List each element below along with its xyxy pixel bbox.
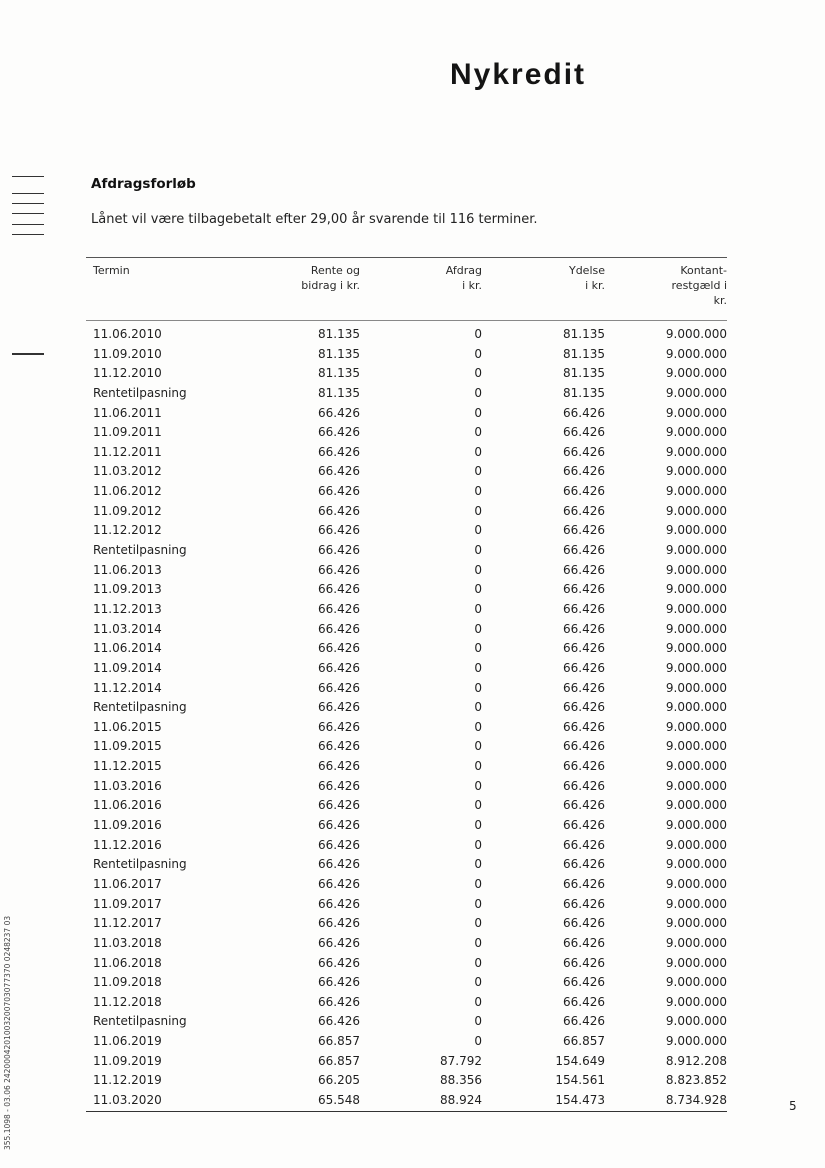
cell-afdrag: 0 [474,562,482,577]
cell-ydelse: 154.473 [555,1092,605,1107]
table-row [86,620,727,640]
cell-termin: Rentetilpasning [93,857,187,872]
table-row [86,836,727,856]
cell-termin: 11.12.2014 [93,680,162,695]
cell-rente: 66.426 [318,994,360,1009]
table-row [86,973,727,993]
cell-rente: 66.426 [318,601,360,616]
cell-afdrag: 0 [474,975,482,990]
cell-termin: 11.09.2015 [93,739,162,754]
cell-restgaeld: 9.000.000 [665,523,727,538]
table-row [86,521,727,541]
cell-rente: 66.426 [318,955,360,970]
table-row [86,443,727,463]
cell-termin: 11.09.2018 [93,975,162,990]
table-row [86,679,727,699]
cell-rente: 81.135 [318,366,360,381]
cell-ydelse: 66.426 [563,876,605,891]
cell-termin: 11.03.2018 [93,935,162,950]
cell-afdrag: 88.924 [440,1092,482,1107]
cell-rente: 66.426 [318,739,360,754]
cell-afdrag: 0 [474,385,482,400]
cell-termin: 11.06.2015 [93,719,162,734]
cell-ydelse: 66.426 [563,719,605,734]
cell-afdrag: 0 [474,916,482,931]
cell-afdrag: 0 [474,621,482,636]
cell-ydelse: 66.426 [563,994,605,1009]
cell-afdrag: 0 [474,523,482,538]
cell-afdrag: 87.792 [440,1053,482,1068]
table-row [86,580,727,600]
cell-restgaeld: 9.000.000 [665,955,727,970]
cell-ydelse: 66.426 [563,601,605,616]
margin-mark [12,203,44,204]
cell-afdrag: 0 [474,346,482,361]
cell-ydelse: 81.135 [563,366,605,381]
cell-termin: 11.03.2014 [93,621,162,636]
section-heading: Afdragsforløb [91,176,196,192]
cell-ydelse: 66.426 [563,523,605,538]
cell-rente: 66.426 [318,680,360,695]
cell-restgaeld: 9.000.000 [665,444,727,459]
cell-afdrag: 0 [474,543,482,558]
cell-termin: 11.12.2017 [93,916,162,931]
cell-rente: 66.426 [318,857,360,872]
table-row [86,1071,727,1091]
cell-restgaeld: 9.000.000 [665,621,727,636]
cell-ydelse: 66.426 [563,484,605,499]
nykredit-logo: Nykredit [450,58,587,91]
cell-afdrag: 0 [474,739,482,754]
cell-termin: 11.06.2010 [93,327,162,341]
cell-afdrag: 0 [474,484,482,499]
intro-text: Lånet vil være tilbagebetalt efter 29,00 år svarende til 116 terminer. [91,212,538,227]
cell-afdrag: 0 [474,1014,482,1029]
cell-rente: 66.426 [318,523,360,538]
cell-restgaeld: 9.000.000 [665,896,727,911]
table-row [86,934,727,954]
cell-restgaeld: 9.000.000 [665,837,727,852]
table-row [86,1012,727,1032]
cell-afdrag: 0 [474,857,482,872]
table-row [86,816,727,836]
cell-rente: 66.426 [318,425,360,440]
cell-ydelse: 66.426 [563,503,605,518]
table-row [86,600,727,620]
cell-ydelse: 66.426 [563,778,605,793]
table-row [86,364,727,384]
cell-afdrag: 0 [474,778,482,793]
cell-restgaeld: 9.000.000 [665,818,727,833]
cell-termin: 11.12.2012 [93,523,162,538]
table-row [86,855,727,875]
cell-termin: 11.09.2017 [93,896,162,911]
cell-rente: 66.426 [318,1014,360,1029]
table-row [86,423,727,443]
table-row [86,895,727,915]
cell-rente: 66.857 [318,1034,360,1049]
cell-termin: 11.06.2018 [93,955,162,970]
cell-rente: 66.426 [318,444,360,459]
margin-mark [12,176,44,177]
cell-termin: 11.03.2020 [93,1092,162,1107]
table-row [86,698,727,718]
cell-termin: Rentetilpasning [93,543,187,558]
cell-ydelse: 66.426 [563,975,605,990]
cell-termin: Rentetilpasning [93,700,187,715]
cell-afdrag: 0 [474,582,482,597]
cell-restgaeld: 9.000.000 [665,660,727,675]
cell-termin: 11.09.2014 [93,660,162,675]
cell-ydelse: 66.426 [563,621,605,636]
margin-mark [12,234,44,235]
table-row [86,757,727,777]
cell-rente: 81.135 [318,346,360,361]
cell-restgaeld: 9.000.000 [665,366,727,381]
cell-afdrag: 0 [474,955,482,970]
cell-restgaeld: 9.000.000 [665,916,727,931]
cell-termin: 11.12.2010 [93,366,162,381]
cell-rente: 66.426 [318,778,360,793]
cell-rente: 66.426 [318,876,360,891]
cell-rente: 66.426 [318,798,360,813]
cell-rente: 66.426 [318,935,360,950]
cell-ydelse: 81.135 [563,327,605,341]
cell-rente: 66.426 [318,484,360,499]
table-row [86,502,727,522]
cell-rente: 65.548 [318,1092,360,1107]
cell-rente: 66.426 [318,503,360,518]
table-row [86,914,727,934]
cell-rente: 66.426 [318,818,360,833]
cell-afdrag: 0 [474,798,482,813]
cell-afdrag: 0 [474,366,482,381]
cell-afdrag: 88.356 [440,1073,482,1088]
table-row [86,993,727,1013]
cell-termin: 11.09.2010 [93,346,162,361]
cell-afdrag: 0 [474,818,482,833]
table-row [86,875,727,895]
margin-mark [12,224,44,225]
cell-restgaeld: 9.000.000 [665,385,727,400]
cell-restgaeld: 9.000.000 [665,994,727,1009]
cell-restgaeld: 9.000.000 [665,503,727,518]
margin-mark [12,213,44,214]
table-row [86,541,727,561]
table-row [86,639,727,659]
table-row [86,384,727,404]
cell-ydelse: 66.857 [563,1034,605,1049]
table-row [86,561,727,581]
cell-afdrag: 0 [474,405,482,420]
cell-rente: 66.426 [318,719,360,734]
cell-restgaeld: 9.000.000 [665,543,727,558]
cell-termin: 11.03.2012 [93,464,162,479]
cell-restgaeld: 9.000.000 [665,778,727,793]
cell-restgaeld: 9.000.000 [665,759,727,774]
cell-termin: 11.06.2017 [93,876,162,891]
cell-restgaeld: 9.000.000 [665,464,727,479]
cell-ydelse: 66.426 [563,916,605,931]
cell-termin: Rentetilpasning [93,1014,187,1029]
cell-afdrag: 0 [474,759,482,774]
header-afdrag: Afdrag i kr. [445,264,482,292]
cell-rente: 66.426 [318,641,360,656]
cell-ydelse: 154.561 [555,1073,605,1088]
cell-termin: 11.06.2019 [93,1034,162,1049]
cell-afdrag: 0 [474,425,482,440]
cell-rente: 66.426 [318,759,360,774]
cell-termin: 11.12.2019 [93,1073,162,1088]
cell-termin: 11.09.2011 [93,425,162,440]
cell-afdrag: 0 [474,837,482,852]
cell-rente: 81.135 [318,327,360,341]
header-termin: Termin [93,264,130,277]
cell-rente: 66.426 [318,700,360,715]
cell-restgaeld: 9.000.000 [665,327,727,341]
cell-restgaeld: 9.000.000 [665,680,727,695]
cell-restgaeld: 9.000.000 [665,641,727,656]
cell-ydelse: 66.426 [563,405,605,420]
cell-afdrag: 0 [474,444,482,459]
cell-rente: 66.426 [318,562,360,577]
cell-afdrag: 0 [474,1034,482,1049]
cell-restgaeld: 9.000.000 [665,975,727,990]
cell-rente: 66.426 [318,543,360,558]
cell-rente: 66.857 [318,1053,360,1068]
cell-restgaeld: 9.000.000 [665,700,727,715]
cell-rente: 66.426 [318,621,360,636]
cell-termin: 11.06.2012 [93,484,162,499]
header-restgaeld: Kontant- restgæld i kr. [671,264,727,307]
cell-ydelse: 66.426 [563,759,605,774]
cell-rente: 66.205 [318,1073,360,1088]
cell-afdrag: 0 [474,327,482,341]
cell-afdrag: 0 [474,660,482,675]
cell-restgaeld: 8.734.928 [665,1092,727,1107]
cell-termin: Rentetilpasning [93,385,187,400]
cell-afdrag: 0 [474,876,482,891]
cell-ydelse: 66.426 [563,935,605,950]
cell-termin: 11.03.2016 [93,778,162,793]
cell-termin: 11.09.2016 [93,818,162,833]
table-header [86,258,727,320]
table-row [86,796,727,816]
cell-restgaeld: 9.000.000 [665,582,727,597]
cell-ydelse: 81.135 [563,346,605,361]
cell-rente: 81.135 [318,385,360,400]
cell-afdrag: 0 [474,464,482,479]
cell-afdrag: 0 [474,719,482,734]
cell-termin: 11.06.2013 [93,562,162,577]
cell-termin: 11.12.2016 [93,837,162,852]
header-rente: Rente og bidrag i kr. [301,264,360,292]
cell-restgaeld: 9.000.000 [665,425,727,440]
cell-restgaeld: 9.000.000 [665,484,727,499]
table-row [86,1032,727,1052]
cell-restgaeld: 9.000.000 [665,1034,727,1049]
cell-ydelse: 66.426 [563,955,605,970]
cell-restgaeld: 9.000.000 [665,1014,727,1029]
table-row [86,737,727,757]
cell-termin: 11.12.2011 [93,444,162,459]
table-row [86,462,727,482]
cell-restgaeld: 9.000.000 [665,719,727,734]
cell-ydelse: 66.426 [563,818,605,833]
cell-ydelse: 66.426 [563,543,605,558]
cell-afdrag: 0 [474,601,482,616]
cell-rente: 66.426 [318,975,360,990]
cell-ydelse: 66.426 [563,798,605,813]
cell-termin: 11.09.2013 [93,582,162,597]
table-header-rule [86,320,727,321]
cell-termin: 11.06.2016 [93,798,162,813]
cell-ydelse: 66.426 [563,660,605,675]
table-row [86,777,727,797]
cell-restgaeld: 9.000.000 [665,346,727,361]
cell-rente: 66.426 [318,916,360,931]
cell-afdrag: 0 [474,994,482,1009]
cell-ydelse: 66.426 [563,425,605,440]
cell-afdrag: 0 [474,641,482,656]
cell-afdrag: 0 [474,503,482,518]
cell-termin: 11.06.2011 [93,405,162,420]
table-row [86,1052,727,1072]
table-row [86,482,727,502]
cell-restgaeld: 9.000.000 [665,876,727,891]
table-row [86,1091,727,1112]
cell-ydelse: 154.649 [555,1053,605,1068]
cell-restgaeld: 9.000.000 [665,935,727,950]
cell-rente: 66.426 [318,464,360,479]
cell-afdrag: 0 [474,935,482,950]
header-ydelse: Ydelse i kr. [568,264,605,292]
table-body [86,325,727,1112]
cell-ydelse: 81.135 [563,385,605,400]
table-row [86,404,727,424]
cell-restgaeld: 9.000.000 [665,857,727,872]
amortization-table [86,257,727,1112]
cell-ydelse: 66.426 [563,562,605,577]
cell-restgaeld: 8.912.208 [665,1053,727,1068]
cell-rente: 66.426 [318,896,360,911]
page-number: 5 [789,1099,797,1113]
cell-rente: 66.426 [318,837,360,852]
cell-termin: 11.09.2012 [93,503,162,518]
cell-restgaeld: 9.000.000 [665,405,727,420]
cell-rente: 66.426 [318,405,360,420]
cell-ydelse: 66.426 [563,739,605,754]
cell-ydelse: 66.426 [563,896,605,911]
margin-mark [12,193,44,194]
cell-restgaeld: 8.823.852 [665,1073,727,1088]
cell-ydelse: 66.426 [563,680,605,695]
cell-termin: 11.09.2019 [93,1053,162,1068]
table-row [86,659,727,679]
cell-restgaeld: 9.000.000 [665,601,727,616]
cell-restgaeld: 9.000.000 [665,798,727,813]
cell-termin: 11.12.2015 [93,759,162,774]
cell-ydelse: 66.426 [563,700,605,715]
cell-afdrag: 0 [474,700,482,715]
cell-restgaeld: 9.000.000 [665,562,727,577]
table-row [86,954,727,974]
cell-afdrag: 0 [474,680,482,695]
cell-termin: 11.12.2013 [93,601,162,616]
cell-ydelse: 66.426 [563,582,605,597]
cell-ydelse: 66.426 [563,1014,605,1029]
cell-ydelse: 66.426 [563,464,605,479]
table-row [86,345,727,365]
table-row [86,718,727,738]
cell-ydelse: 66.426 [563,837,605,852]
cell-termin: 11.12.2018 [93,994,162,1009]
cell-ydelse: 66.426 [563,857,605,872]
cell-restgaeld: 9.000.000 [665,739,727,754]
cell-termin: 11.06.2014 [93,641,162,656]
margin-mark [12,353,44,355]
cell-afdrag: 0 [474,896,482,911]
cell-ydelse: 66.426 [563,444,605,459]
cell-rente: 66.426 [318,582,360,597]
cell-ydelse: 66.426 [563,641,605,656]
side-barcode-text: 355.1098 - 03.06 2420004201003200703077370 0248237 03 [3,915,12,1150]
cell-rente: 66.426 [318,660,360,675]
table-row [86,325,727,345]
